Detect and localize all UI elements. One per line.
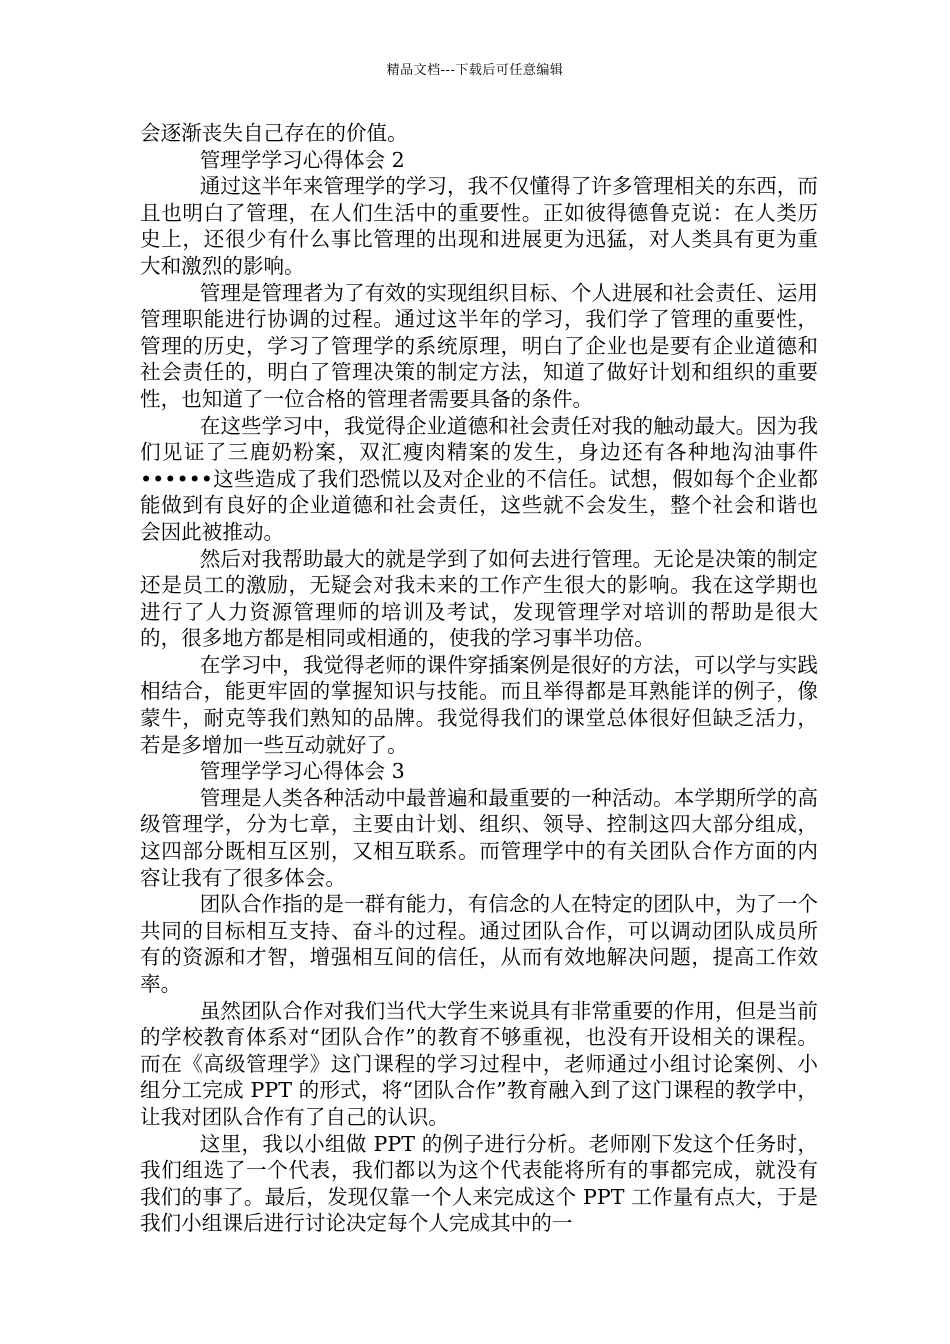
- paragraph: 团队合作指的是一群有能力，有信念的人在特定的团队中，为了一个共同的目标相互支持、奋斗的过程。通过团队合作，可以调动团队成员所有的资源和才智，增强相互间的信任，从而有效地解决问题，提高工作效率。: [140, 892, 818, 996]
- paragraph: 在学习中，我觉得老师的课件穿插案例是很好的方法，可以学与实践相结合，能更牢固的掌握知识与技能。而且举得都是耳熟能详的例子，像蒙牛，耐克等我们熟知的品牌。我觉得我们的课堂总体很好但缺乏活力，若是多增加一些互动就好了。: [140, 652, 818, 757]
- paragraph: 然后对我帮助最大的就是学到了如何去进行管理。无论是决策的制定还是员工的激励，无疑会对我未来的工作产生很大的影响。我在这学期也进行了人力资源管理师的培训及考试，发现管理学对培训的帮助是很大的，很多地方都是相同或相通的，使我的学习事半功倍。: [140, 546, 818, 651]
- paragraph-continuation: 会逐渐丧失自己存在的价值。: [140, 121, 408, 145]
- paragraph: 通过这半年来管理学的学习，我不仅懂得了许多管理相关的东西，而且也明白了管理，在人们生活中的重要性。正如彼得德鲁克说：在人类历史上，还很少有什么事比管理的出现和进展更为迅猛，对人类具有更为重大和激烈的影响。: [140, 174, 818, 278]
- paragraph: 管理是人类各种活动中最普遍和最重要的一种活动。本学期所学的高级管理学，分为七章，主要由计划、组织、领导、控制这四大部分组成，这四部分既相互区别，又相互联系。而管理学中的有关团队合作方面的内容让我有了很多体会。: [140, 785, 818, 890]
- paragraph: 管理是管理者为了有效的实现组织目标、个人进展和社会责任、运用管理职能进行协调的过程。通过这半年的学习，我们学了管理的重要性，管理的历史，学习了管理学的系统原理，明白了企业也是要有企业道德和社会责任的，明白了管理决策的制定方法，知道了做好计划和组织的重要性，也知道了一位合格的管理者需要具备的条件。: [140, 280, 818, 411]
- paragraph: 在这些学习中，我觉得企业道德和社会责任对我的触动最大。因为我们见证了三鹿奶粉案，双汇瘦肉精案的发生，身边还有各种地沟油事件••••••这些造成了我们恐慌以及对企业的不信任。试想，假如每个企业都能做到有良好的企业道德和社会责任，这些就不会发生，整个社会和谐也会因此被推动。: [140, 413, 818, 544]
- section-heading: 管理学学习心得体会 3: [199, 759, 405, 784]
- page-header: 精品文档---下载后可任意编辑: [386, 63, 564, 78]
- paragraph: 这里，我以小组做 PPT 的例子进行分析。老师刚下发这个任务时，我们组选了一个代表，我们都以为这个代表能将所有的事都完成，就没有我们的事了。最后，发现仅靠一个人来完成这个 PPT 工作量有点大，于是我们小组课后进行讨论决定每个人完成其中的一: [140, 1131, 818, 1236]
- paragraph: 虽然团队合作对我们当代大学生来说具有非常重要的作用，但是当前的学校教育体系对“团队合作”的教育不够重视，也没有开设相关的课程。而在《高级管理学》这门课程的学习过程中，老师通过小组讨论案例、小组分工完成 PPT 的形式，将“团队合作”教育融入到了这门课程的教学中，让我对团队合作有了自己的认识。: [140, 998, 818, 1129]
- section-heading: 管理学学习心得体会 2: [199, 147, 405, 172]
- document-body: [140, 120, 818, 1237]
